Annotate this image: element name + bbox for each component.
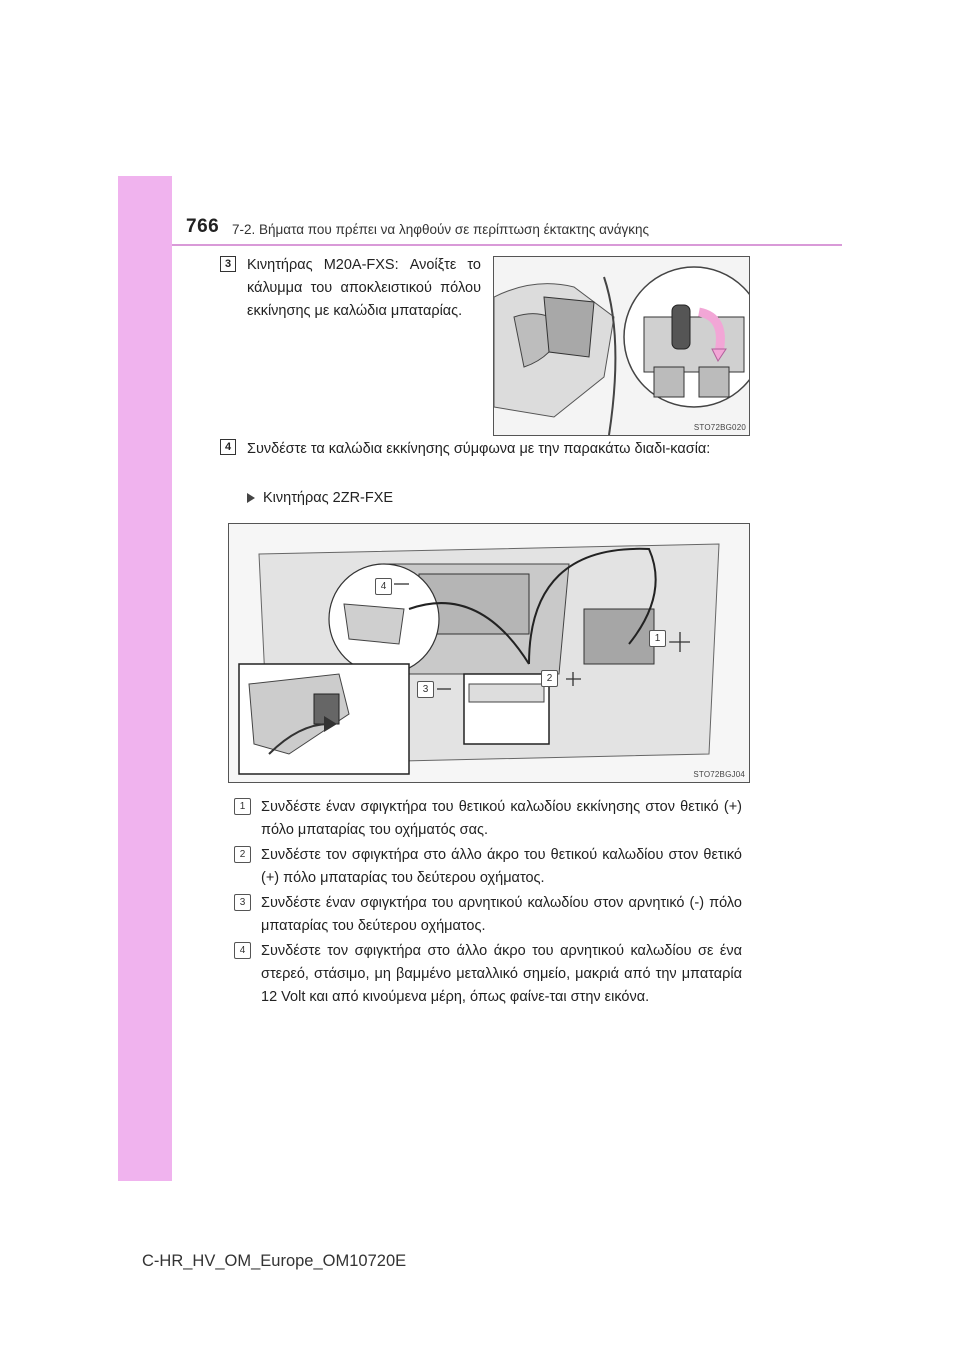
figure-code: STO72BG020: [693, 423, 746, 432]
document-id: C-HR_HV_OM_Europe_OM10720E: [142, 1252, 407, 1270]
substep-number-4: 4: [234, 942, 251, 959]
figure-battery-terminal-cover: [493, 256, 750, 436]
figure-code: STO72BGJ04: [693, 770, 745, 779]
substep-4-text: Συνδέστε τον σφιγκτήρα στο άλλο άκρο του αρνητικού καλωδίου σε ένα στερεό, στάσιμο, μη βαμμένο μεταλλικό σημείο, μακριά από την μπαταρία 12 Volt και από κινούμενα μέρη, όπως φαίνε-ται στην εικόνα.: [261, 943, 742, 1005]
engine-bay-illustration: [494, 257, 749, 435]
page-number: 766: [186, 216, 220, 237]
engine-variant-bullet: [247, 490, 393, 506]
step-number-4: 4: [220, 439, 236, 455]
substep-1-text: Συνδέστε έναν σφιγκτήρα του θετικού καλωδίου εκκίνησης στον θετικό (+) πόλο μπαταρίας του οχήματός σας.: [261, 799, 742, 838]
engine-variant-label: Κινητήρας 2ZR-FXE: [263, 490, 394, 506]
header-divider: [172, 244, 842, 246]
figure-label-1: 1: [649, 630, 666, 647]
triangle-bullet-icon: [247, 493, 255, 503]
substep-number-2: 2: [234, 846, 251, 863]
substep-number-1: 1: [234, 798, 251, 815]
figure-label-2: 2: [541, 670, 558, 687]
substep-2-text: Συνδέστε τον σφιγκτήρα στο άλλο άκρο του θετικού καλωδίου στον θετικό (+) πόλο μπαταρίας του δεύτερου οχήματος.: [261, 847, 742, 886]
substep-3-text: Συνδέστε έναν σφιγκτήρα του αρνητικού καλωδίου στον αρνητικό (-) πόλο μπαταρίας του δεύτερου οχήματος.: [261, 895, 742, 934]
section-sidebar-tab: [118, 176, 172, 1181]
substep-number-3: 3: [234, 894, 251, 911]
jump-start-illustration: [229, 524, 749, 782]
chapter-title: 7-2. Βήματα που πρέπει να ληφθούν σε περίπτωση έκτακτης ανάγκης: [232, 222, 650, 237]
figure-jump-start-connection: [228, 523, 750, 783]
figure-label-3: 3: [417, 681, 434, 698]
step-number-3: 3: [220, 256, 236, 272]
step-3-text: Κινητήρας M20A-FXS: Ανοίξτε το κάλυμμα του αποκλειστικού πόλου εκκίνησης με καλώδια μπαταρίας.: [247, 257, 481, 319]
step-4-text: Συνδέστε τα καλώδια εκκίνησης σύμφωνα με την παρακάτω διαδι-κασία:: [247, 441, 711, 457]
figure-label-4: 4: [375, 578, 392, 595]
